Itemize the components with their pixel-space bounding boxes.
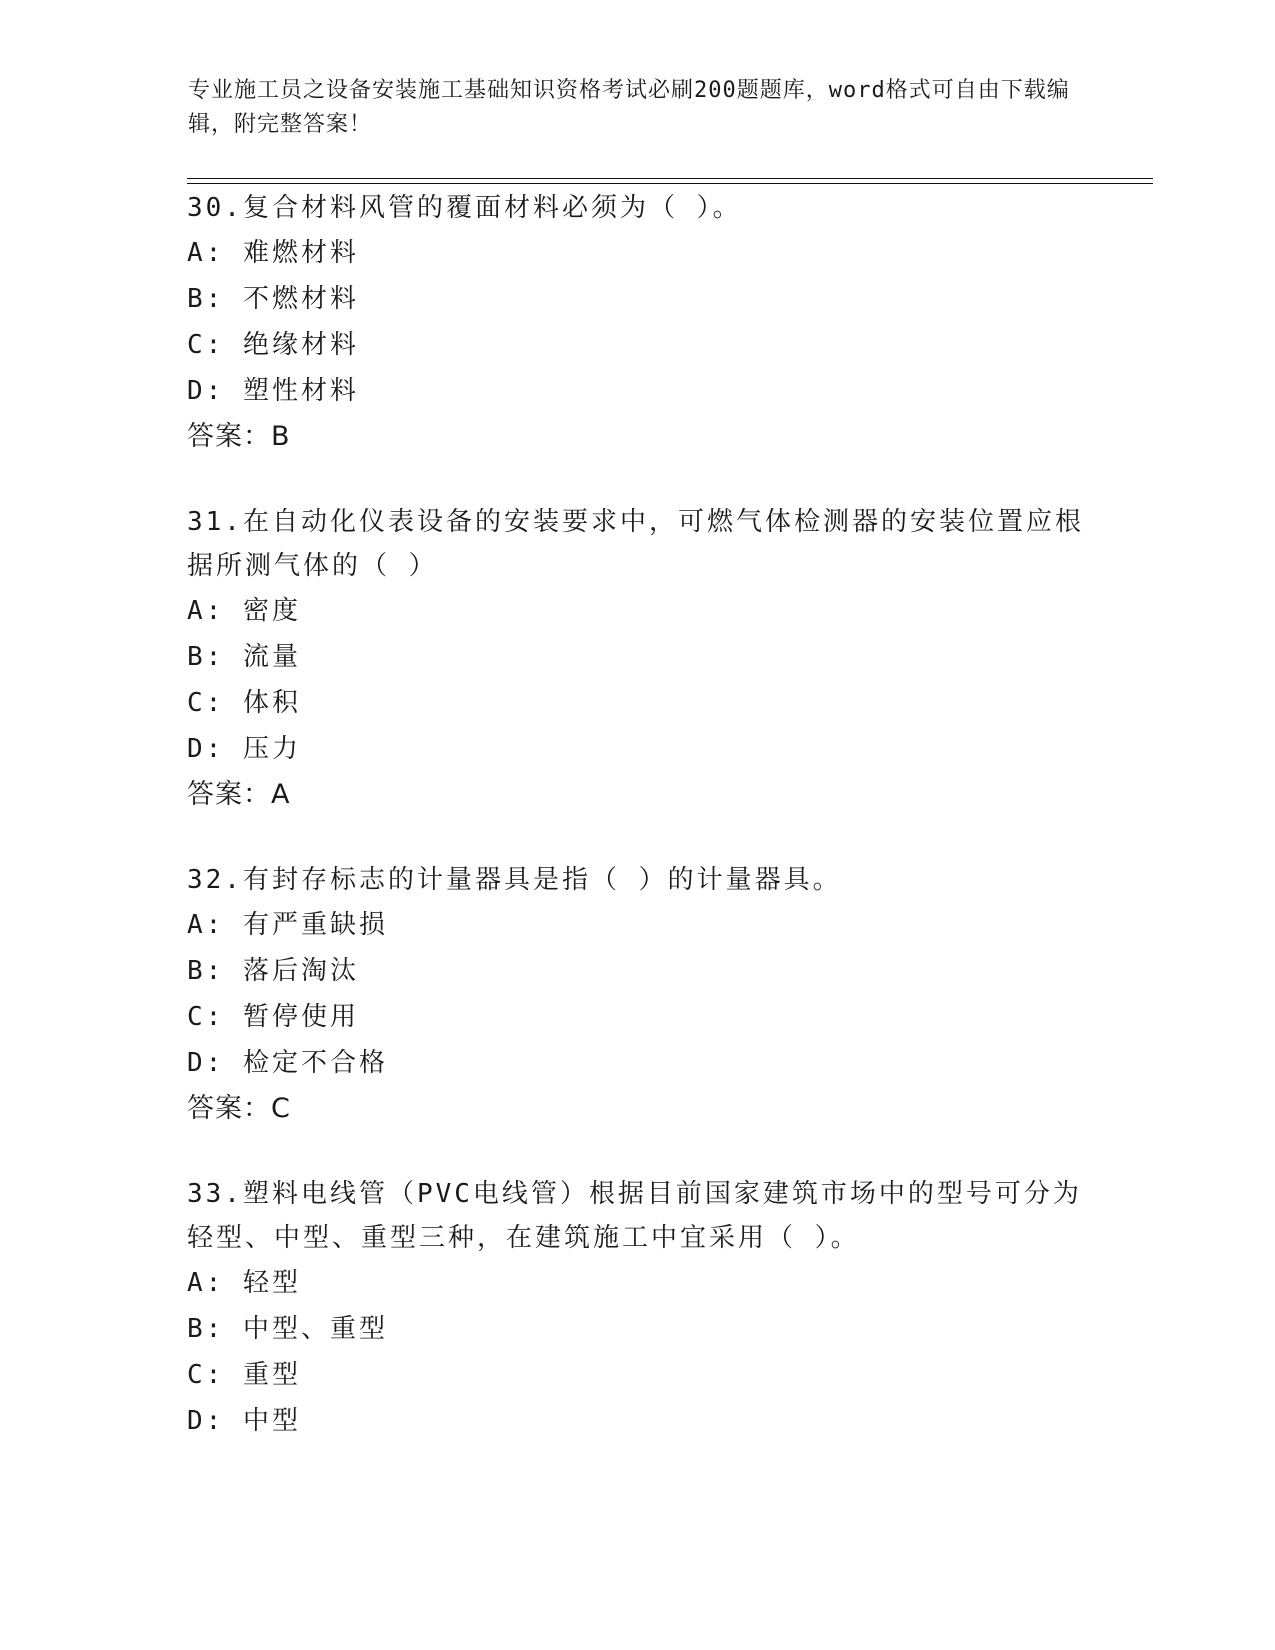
question-33 <box>187 1172 1087 1444</box>
answer-text: 答案：A <box>187 779 291 810</box>
option-d: D: 中型 <box>187 1406 301 1436</box>
option-a: A: 轻型 <box>187 1268 301 1298</box>
option-a: A: 有严重缺损 <box>187 910 388 940</box>
question-list <box>187 186 1087 1484</box>
question-stem: 33.塑料电线管（PVC电线管）根据目前国家建筑市场中的型号可分为轻型、中型、重型三种，在建筑施工中宜采用（ ）。 <box>187 1179 1082 1253</box>
option-c: C: 绝缘材料 <box>187 330 359 360</box>
option-d: D: 塑性材料 <box>187 376 359 406</box>
question-32 <box>187 858 1087 1132</box>
header-divider-bottom <box>187 183 1153 184</box>
option-d: D: 检定不合格 <box>187 1048 388 1078</box>
question-stem: 30.复合材料风管的覆面材料必须为（ ）。 <box>187 193 742 223</box>
option-b: B: 流量 <box>187 642 301 672</box>
option-b: B: 落后淘汰 <box>187 956 359 986</box>
question-stem: 32.有封存标志的计量器具是指（ ）的计量器具。 <box>187 865 842 895</box>
answer-text: 答案：B <box>187 421 291 452</box>
option-c: C: 重型 <box>187 1360 301 1390</box>
option-d: D: 压力 <box>187 734 301 764</box>
option-b: B: 中型、重型 <box>187 1314 388 1344</box>
question-30 <box>187 186 1087 460</box>
document-header: 专业施工员之设备安装施工基础知识资格考试必刷200题题库，word格式可自由下载编辑，附完整答案！ <box>188 78 1070 137</box>
answer-text: 答案：C <box>187 1093 291 1124</box>
option-a: A: 难燃材料 <box>187 238 359 268</box>
option-a: A: 密度 <box>187 596 301 626</box>
question-31 <box>187 500 1087 818</box>
option-c: C: 体积 <box>187 688 301 718</box>
option-c: C: 暂停使用 <box>187 1002 359 1032</box>
option-b: B: 不燃材料 <box>187 284 359 314</box>
question-stem: 31.在自动化仪表设备的安装要求中，可燃气体检测器的安装位置应根据所测气体的（ ） <box>187 507 1084 581</box>
header-divider-top <box>187 178 1153 179</box>
